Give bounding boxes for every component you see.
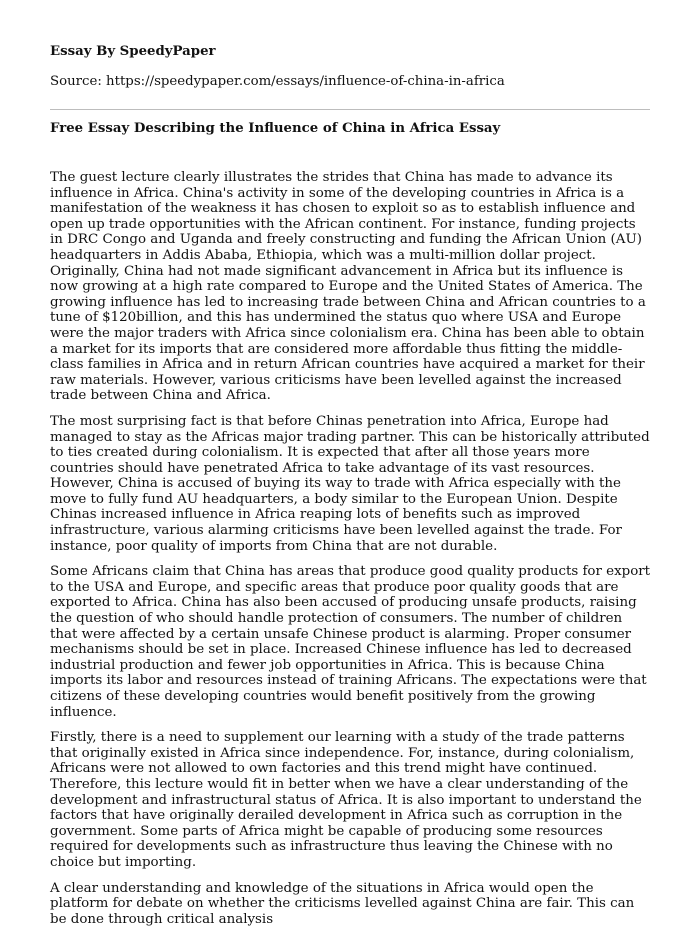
header-divider [50,109,650,110]
essay-paragraph-3: Some Africans claim that China has areas that produce good quality products for export to the USA and Europe, and specific areas that produce poor quality goods that are exported to Africa. China has also been accused of producing unsafe products, raising the question of who should handle protection of consumers. The number of children that were affected by a certain unsafe Chinese product is alarming. Proper consumer mechanisms should be set in place. Increased Chinese influence has led to decreased industrial production and fewer job opportunities in Africa. This is because China imports its labor and resources instead of training Africans. The expectations were that citizens of these developing countries would benefit positively from the growing influence. [50,564,651,720]
essay-paragraph-1: The guest lecture clearly illustrates the strides that China has made to advance its influence in Africa. China's activity in some of the developing countries in Africa is a manifestation of the weakness it has chosen to exploit so as to establish influence and open up trade opportunities with the African continent. For instance, funding projects in DRC Congo and Uganda and freely constructing and funding the African Union (AU) headquarters in Addis Ababa, Ethiopia, which was a multi-million dollar project. Originally, China had not made significant advancement in Africa but its influence is now growing at a high rate compared to Europe and the United States of America. The growing influence has led to increasing trade between China and African countries to a tune of $120billion, and this has undermined the status quo where USA and Europe were the major traders with Africa since colonialism era. China has been able to obtain a market for its imports that are considered more affordable thus fitting the middle-class families in Africa and in return African countries have acquired a market for their raw materials. However, various criticisms have been levelled against the increased trade between China and Africa. [50,170,646,404]
essay-paragraph-5: A clear understanding and knowledge of the situations in Africa would open the platform for debate on whether the criticisms levelled against China are fair. This can be done through critical analysis [50,880,635,927]
essay-paragraph-4: Firstly, there is a need to supplement our learning with a study of the trade patterns that originally existed in Africa since independence. For, instance, during colonialism, Africans were not allowed to own factories and this trend might have continued. Therefore, this lecture would fit in better when we have a clear understanding of the development and infrastructural status of Africa. It is also important to understand the factors that have originally derailed development in Africa such as corruption in the government. Some parts of Africa might be capable of producing some resources required for developments such as infrastructure thus leaving the Chinese with no choice but importing. [50,730,642,870]
essay-paragraph-2: The most surprising fact is that before Chinas penetration into Africa, Europe had managed to stay as the Africas major trading partner. This can be historically attributed to ties created during colonialism. It is expected that after all those years more countries should have penetrated Africa to take advantage of its vast resources. However, China is accused of buying its way to trade with Africa especially with the move to fully fund AU headquarters, a body similar to the European Union. Despite Chinas increased influence in Africa reaping lots of benefits such as improved infrastructure, various alarming criticisms have been levelled against the trade. For instance, poor quality of imports from China that are not durable. [50,413,650,554]
source-url-line: Source: https://speedypaper.com/essays/influence-of-china-in-africa [50,74,505,89]
essay-body [50,170,652,937]
document-header-title: Essay By SpeedyPaper [50,44,216,59]
essay-title: Free Essay Describing the Influence of China in Africa Essay [50,121,501,136]
